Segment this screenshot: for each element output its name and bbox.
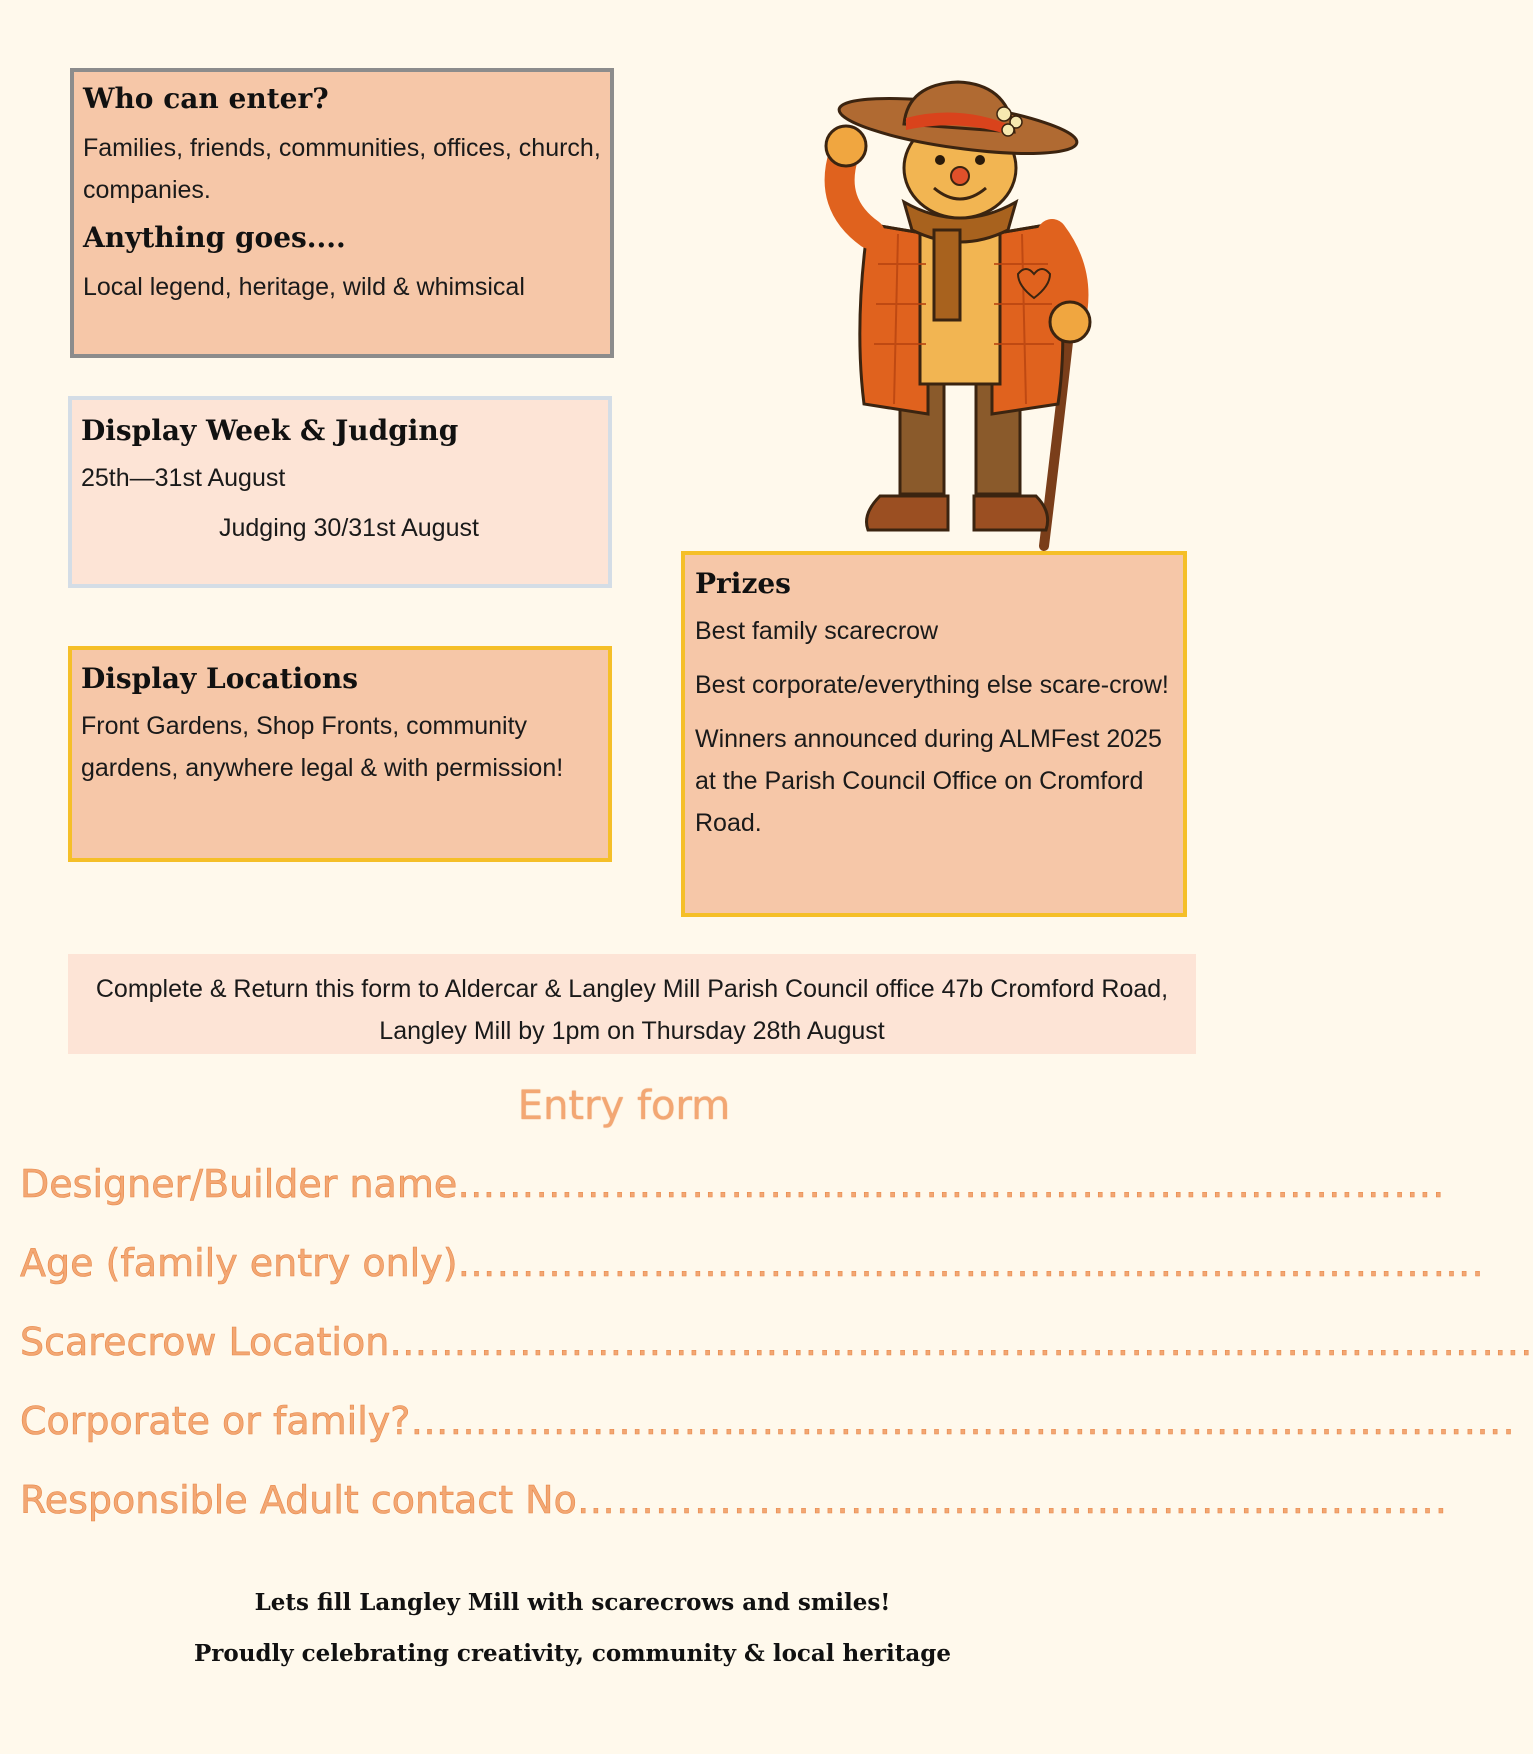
display-locations-heading: Display Locations <box>81 662 358 695</box>
adult-contact-field[interactable] <box>20 1478 1448 1522</box>
display-week-dates: 25th—31st August <box>81 464 286 492</box>
prize-corporate: Best corporate/everything else scare-crow! <box>695 671 1169 699</box>
designer-name-dots[interactable]: …………………………………………………………………. <box>457 1162 1446 1206</box>
adult-contact-label: Responsible Adult contact No <box>20 1478 577 1522</box>
anything-goes-heading: Anything goes.... <box>83 221 346 254</box>
prizes-heading: Prizes <box>695 567 791 600</box>
who-can-enter-box <box>70 68 614 358</box>
designer-name-field[interactable] <box>20 1162 1445 1206</box>
who-can-enter-heading: Who can enter? <box>83 82 329 115</box>
corporate-or-family-label: Corporate or family? <box>20 1399 411 1443</box>
adult-contact-dots[interactable]: …………………………………………………………. <box>576 1478 1448 1522</box>
corporate-or-family-dots[interactable]: …………………………………………………………………………. <box>410 1399 1516 1443</box>
scarecrow-location-label: Scarecrow Location <box>20 1320 390 1364</box>
scarecrow-location-field[interactable] <box>20 1320 1533 1364</box>
judging-dates: Judging 30/31st August <box>219 514 479 542</box>
anything-goes-text: Local legend, heritage, wild & whimsical <box>83 273 525 301</box>
display-locations-box <box>68 646 612 862</box>
prizes-box <box>681 551 1187 917</box>
age-field[interactable] <box>20 1241 1485 1285</box>
display-week-heading: Display Week & Judging <box>81 414 459 447</box>
entry-form-title: Entry form <box>517 1083 731 1129</box>
closing-line-2: Proudly celebrating creativity, community & local heritage <box>193 1640 952 1667</box>
winners-announcement: Winners announced during ALMFest 2025 at the Parish Council Office on Cromford Road. <box>695 725 1162 837</box>
display-locations-text: Front Gardens, Shop Fronts, community gardens, anywhere legal & with permission! <box>81 712 564 782</box>
prize-family: Best family scarecrow <box>695 617 939 645</box>
who-can-enter-text: Families, friends, communities, offices, church, companies. <box>83 134 601 204</box>
closing-line-1: Lets fill Langley Mill with scarecrows and smiles! <box>254 1589 891 1616</box>
scarecrow-illustration <box>808 84 1126 554</box>
designer-name-label: Designer/Builder name <box>20 1162 458 1206</box>
return-instructions <box>68 954 1196 1054</box>
age-label: Age (family entry only) <box>20 1241 458 1285</box>
scarecrow-location-dots[interactable]: ……………………………………………………………………………. <box>389 1320 1533 1364</box>
corporate-or-family-field[interactable] <box>20 1399 1516 1443</box>
return-instructions-text: Complete & Return this form to Aldercar & Langley Mill Parish Council office 47b Cromford Road, Langley Mill by 1pm on Thursday 28th August <box>95 975 1169 1045</box>
age-dots[interactable]: ……………………………………………………………………. <box>457 1241 1485 1285</box>
display-week-box <box>68 396 612 588</box>
